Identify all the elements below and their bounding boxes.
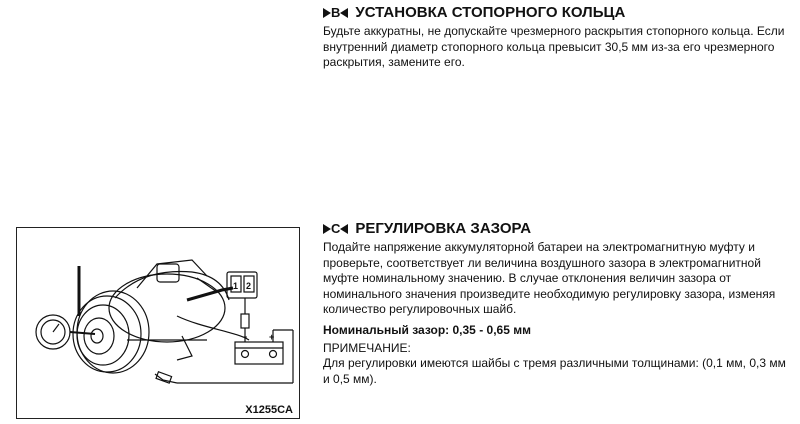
marker-letter: C	[331, 221, 341, 236]
section-heading	[323, 4, 791, 22]
compressor-diagram	[17, 228, 301, 420]
note-text: Для регулировки имеются шайбы с тремя различными толщинами: (0,1 мм, 0,3 мм и 0,5 мм).	[323, 356, 786, 386]
connector-pin-2-label: 2	[246, 281, 252, 291]
marker-letter: B	[331, 5, 341, 20]
figure-label: X1255CA	[245, 404, 293, 416]
section-text: Подайте напряжение аккумуляторной батареи на электромагнитную муфту и проверьте, соответствует ли величина воздушного зазора в электромагнитной муфте номинальному значению. В случае отклонения величин зазора от номинального значения произведите необходимую регулировку зазора, изменяя количество регулировочных шайб.	[323, 240, 776, 316]
section-title: УСТАНОВКА СТОПОРНОГО КОЛЬЦА	[355, 4, 626, 21]
marker-arrow-right-icon	[323, 224, 331, 234]
marker-arrow-left-icon	[340, 224, 348, 234]
section-text: Будьте аккуратны, не допускайте чрезмерного раскрытия стопорного кольца. Если внутренний диаметр стопорного кольца превысит 30,5 мм из-за его чрезмерного раскрытия, замените его.	[323, 24, 785, 69]
marker-arrow-right-icon	[323, 8, 331, 18]
connector-pin-1-label: 1	[233, 281, 239, 291]
nominal-gap-spec: Номинальный зазор: 0,35 - 0,65 мм	[323, 322, 531, 337]
battery-plus-label: +	[269, 332, 275, 342]
section-title: РЕГУЛИРОВКА ЗАЗОРА	[355, 220, 532, 237]
section-retaining-ring	[323, 4, 791, 71]
step-marker	[323, 220, 348, 238]
section-gap-adjustment	[323, 220, 791, 387]
step-marker	[323, 4, 348, 22]
marker-arrow-left-icon	[340, 8, 348, 18]
section-heading	[323, 220, 791, 238]
compressor-illustration	[16, 227, 300, 419]
battery-minus-label: −	[242, 332, 248, 342]
note-label: ПРИМЕЧАНИЕ:	[323, 341, 411, 355]
